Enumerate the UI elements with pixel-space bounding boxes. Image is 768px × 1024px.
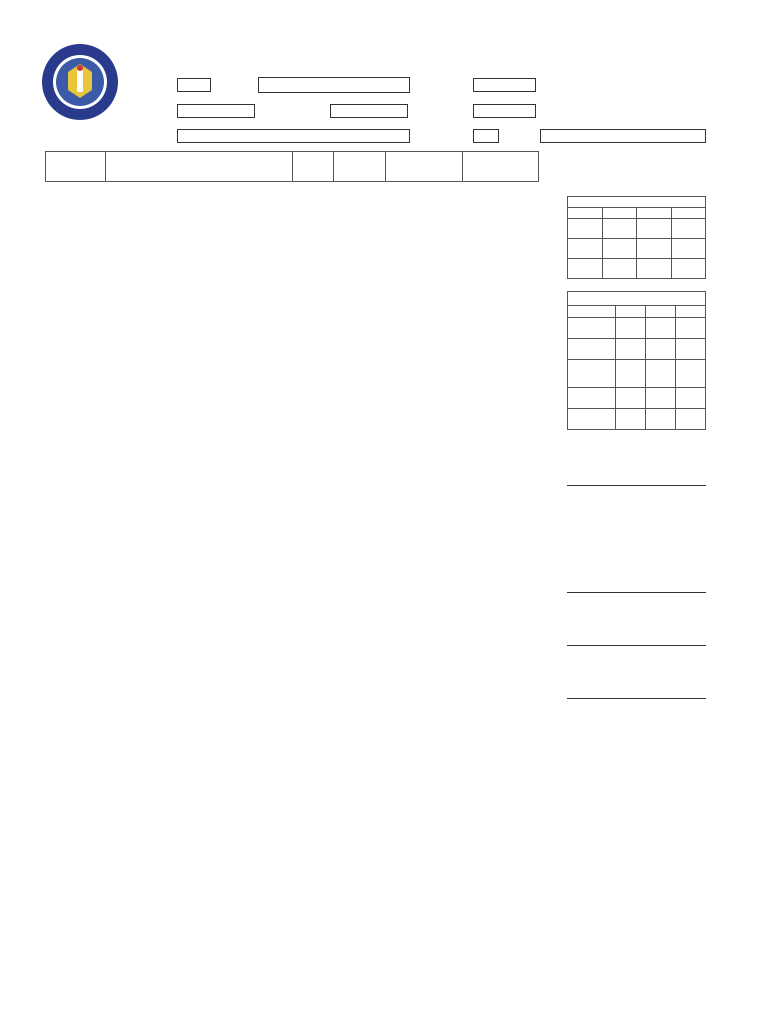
summary-title <box>568 197 706 208</box>
summary-total <box>671 259 706 279</box>
summary-status <box>568 219 603 239</box>
curriculum-field <box>473 104 536 118</box>
prof-male <box>616 360 646 388</box>
summary-col-status <box>568 208 603 219</box>
prof-female <box>646 360 676 388</box>
school-year-field <box>330 104 408 118</box>
summary-male <box>602 239 637 259</box>
prof-row <box>568 339 706 360</box>
adviser-line <box>567 592 706 593</box>
summary-row <box>568 219 706 239</box>
prof-level <box>568 409 616 430</box>
grade-level-field <box>473 129 499 143</box>
name-header <box>106 152 293 182</box>
prof-level <box>568 339 616 360</box>
prof-col-female <box>646 306 676 318</box>
prof-row <box>568 318 706 339</box>
prof-female <box>646 339 676 360</box>
learners-table-top <box>45 151 539 182</box>
school-name-field <box>177 129 410 143</box>
summary-male <box>602 259 637 279</box>
prof-row <box>568 388 706 409</box>
summary-col-total <box>671 208 706 219</box>
summary-male <box>602 219 637 239</box>
prof-male <box>616 409 646 430</box>
summary-col-male <box>602 208 637 219</box>
prof-female <box>646 318 676 339</box>
summary-table <box>567 196 706 279</box>
summary-status <box>568 239 603 259</box>
summary-row <box>568 259 706 279</box>
reviewer-line <box>567 698 706 699</box>
summary-total <box>671 239 706 259</box>
deped-seal-logo <box>40 42 120 122</box>
prof-col-male <box>616 306 646 318</box>
proficiency-title <box>568 292 706 306</box>
prof-row <box>568 409 706 430</box>
summary-status <box>568 259 603 279</box>
failed-header <box>463 152 539 182</box>
summary-female <box>637 219 672 239</box>
summary-row <box>568 239 706 259</box>
prepared-by-line <box>567 485 706 486</box>
principal-line <box>567 645 706 646</box>
prof-female <box>646 409 676 430</box>
district-field <box>473 78 536 92</box>
summary-total <box>671 219 706 239</box>
prof-female <box>646 388 676 409</box>
prof-total <box>676 388 706 409</box>
prof-level <box>568 360 616 388</box>
prof-total <box>676 360 706 388</box>
prof-col-level <box>568 306 616 318</box>
summary-female <box>637 259 672 279</box>
prof-male <box>616 318 646 339</box>
division-field <box>258 77 410 93</box>
average-header <box>293 152 334 182</box>
action-header <box>334 152 386 182</box>
prof-level <box>568 388 616 409</box>
lrn-header <box>46 152 106 182</box>
section-field <box>540 129 706 143</box>
prof-col-total <box>676 306 706 318</box>
prof-level <box>568 318 616 339</box>
prof-male <box>616 339 646 360</box>
prof-total <box>676 339 706 360</box>
prof-row <box>568 360 706 388</box>
summary-col-female <box>637 208 672 219</box>
summary-female <box>637 239 672 259</box>
curriculum-header <box>386 152 463 182</box>
prof-total <box>676 409 706 430</box>
prof-male <box>616 388 646 409</box>
prof-total <box>676 318 706 339</box>
school-id-field <box>177 104 255 118</box>
region-field <box>177 78 211 92</box>
proficiency-table <box>567 291 706 430</box>
